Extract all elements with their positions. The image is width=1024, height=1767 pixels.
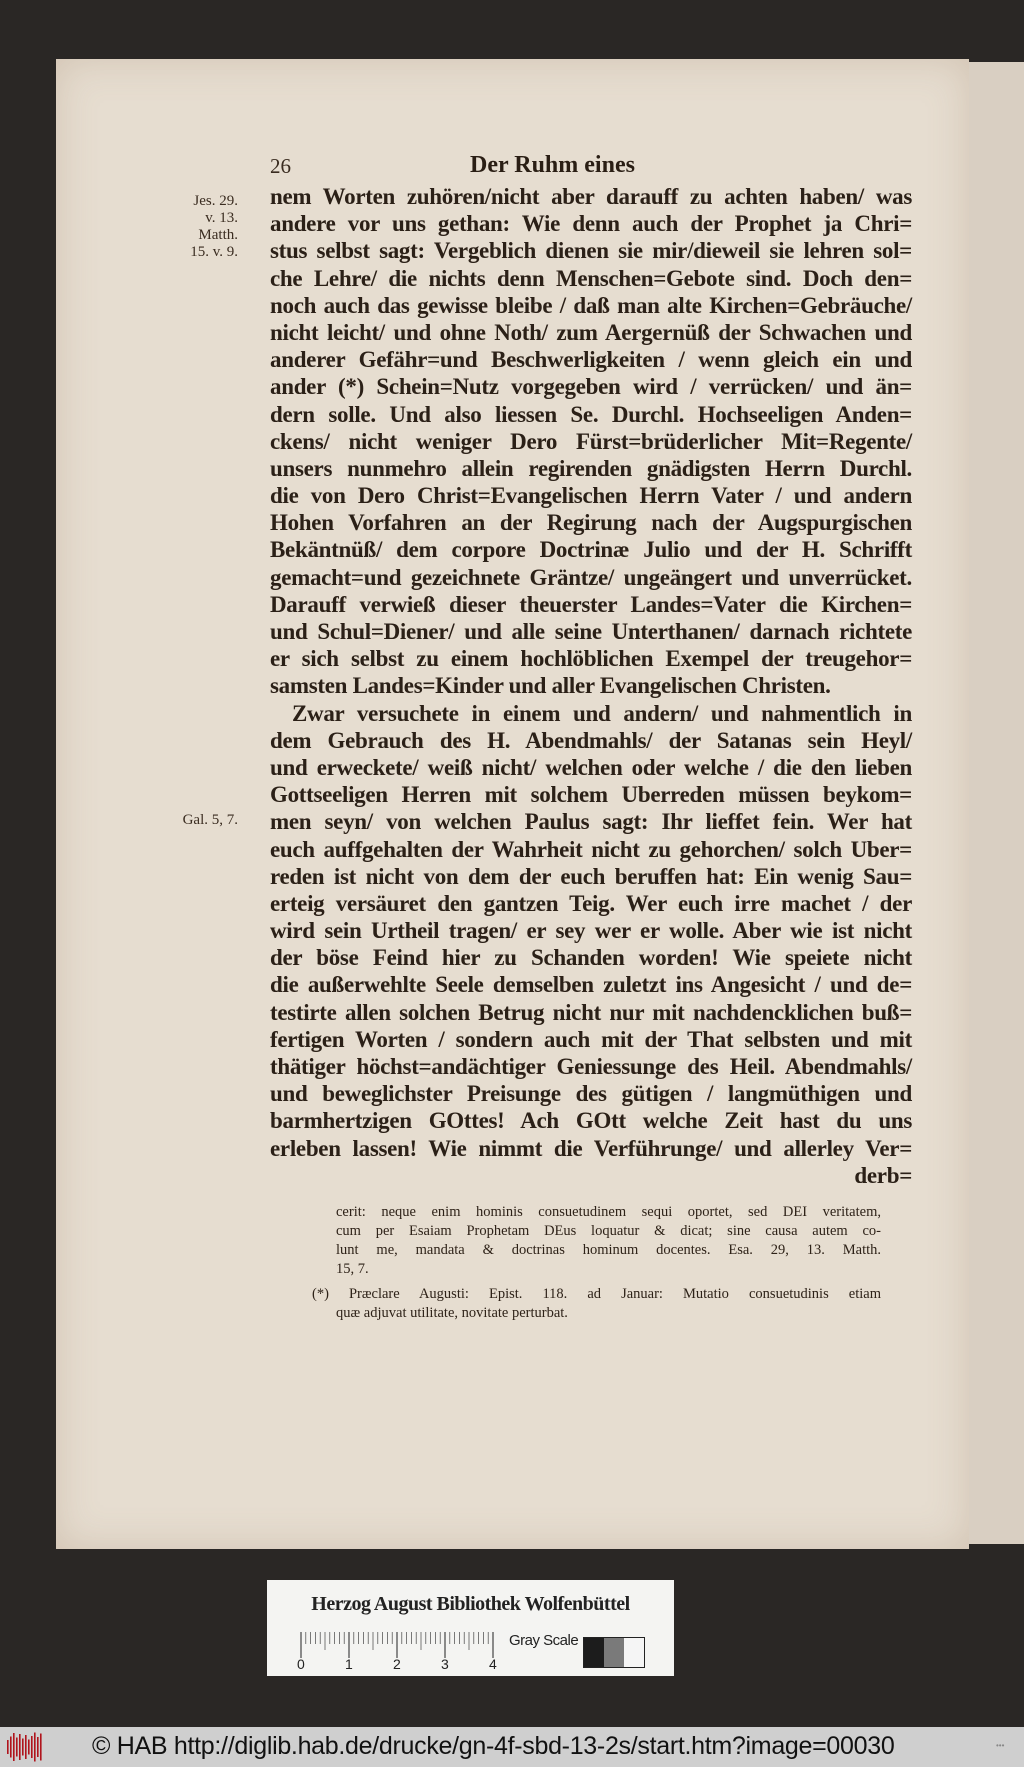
margin-reference-jes [146, 193, 238, 261]
margin-line: Jes. 29. [193, 193, 238, 209]
text-line: und erweckete/ weiß nicht/ welchen oder welche / die den lieben [270, 754, 912, 780]
logo-bar [13, 1733, 15, 1761]
text-line: derb= [854, 1162, 912, 1188]
logo-bar [16, 1738, 18, 1757]
ruler-icon [300, 1630, 495, 1658]
text-line: euch auffgehalten der Wahrheit nicht zu gehorchen/ solch Uber= [270, 836, 912, 862]
next-page-edge [962, 62, 1024, 1544]
logo-bar [7, 1740, 9, 1754]
running-head-title: Der Ruhm eines [470, 152, 635, 178]
text-line: die von Dero Christ=Evangelischen Herrn Vater / und andern [270, 483, 912, 509]
logo-bar [34, 1733, 36, 1762]
text-line: gemacht=und gezeichnete Gräntze/ ungeängert und unverrücket. [270, 564, 912, 590]
footnote-line: 15, 7. [336, 1261, 369, 1277]
text-line: barmhertzigen GOttes! Ach GOtt welche Zeit hast du uns [270, 1108, 912, 1134]
text-line: andere vor uns gethan: Wie denn auch der Prophet ja Chri= [270, 211, 912, 237]
text-line: noch auch das gewisse bleibe / daß man alte Kirchen=Gebräuche/ [270, 292, 912, 318]
footnote-line: cum per Esaiam Prophetam DEus loquatur & dicat; sine causa autem co- [336, 1223, 881, 1239]
text-line: erteig versäuret den gantzen Teig. Wer euch irre machet / der [270, 890, 912, 916]
footer-bar [0, 1727, 1024, 1767]
footnote-line: (*) Præclare Augusti: Epist. 118. ad Januar: Mutatio consuetudinis etiam [312, 1286, 881, 1302]
text-line: ander (*) Schein=Nutz vorgegeben wird / verrücken/ und än= [270, 374, 912, 400]
ruler-number: 2 [393, 1656, 401, 1672]
text-line: dern solle. Und also liessen Se. Durchl. Hochseeligen Anden= [270, 401, 912, 427]
text-line: anderer Gefähr=und Beschwerligkeiten / wenn gleich ein und [270, 347, 912, 373]
library-name: Herzog August Bibliothek Wolfenbüttel [311, 1593, 630, 1615]
logo-bar [19, 1734, 21, 1760]
gray-swatch-mid [604, 1638, 624, 1667]
text-line: nem Worten zuhören/nicht aber darauff zu achten haben/ was [270, 184, 912, 209]
text-line: Gottseeligen Herren mit solchem Uberreden müssen beykom= [270, 782, 912, 808]
library-scale-label [267, 1580, 674, 1676]
gray-scale-swatch [583, 1637, 645, 1668]
text-line: dem Gebrauch des H. Abendmahls/ der Satanas sein Heyl/ [270, 727, 912, 753]
text-line: wird sein Urtheil tragen/ er sey wer er wolle. Aber wie ist nicht [270, 918, 912, 944]
ruler-numbers [297, 1656, 497, 1672]
text-line: der böse Feind hier zu Schanden worden! Wie speiete nicht [270, 945, 912, 971]
text-line: che Lehre/ die nichts denn Menschen=Gebote sind. Doch den= [270, 265, 912, 291]
text-line: samsten Landes=Kinder und aller Evangelischen Christen. [270, 673, 831, 699]
ruler-number: 3 [441, 1656, 449, 1672]
ruler-number: 0 [297, 1656, 305, 1672]
text-line: nicht leicht/ und ohne Noth/ zum Aergernüß der Schwachen und [270, 319, 912, 345]
text-line: und beweglichster Preisunge des gütigen / langmüthigen und [270, 1081, 912, 1107]
text-line: testirte allen solchen Betrug nicht nur mit nachdencklichen buß= [270, 999, 912, 1025]
text-line: Bekäntnüß/ dem corpore Doctrinæ Julio und der H. Schrifft [270, 537, 912, 563]
body-text [270, 183, 912, 1189]
logo-bar [10, 1737, 12, 1758]
footer-dots: ••• [996, 1741, 1005, 1750]
text-line: stus selbst sagt: Vergeblich dienen sie mir/dieweil sie lehren sol= [270, 238, 912, 264]
logo-bar [25, 1735, 27, 1759]
text-line: Zwar versuchete in einem und andern/ und nahmentlich in [292, 700, 912, 726]
footer-url[interactable]: © HAB http://diglib.hab.de/drucke/gn-4f-sbd-13-2s/start.htm?image=00030 [92, 1732, 895, 1760]
text-line: erleben lassen! Wie nimmt die Verführunge/ und allerley Ver= [270, 1135, 912, 1161]
ruler-number: 4 [489, 1656, 497, 1672]
logo-bar [31, 1736, 33, 1758]
footnote-line: cerit: neque enim hominis consuetudinem sequi oportet, sed DEI veritatem, [336, 1204, 881, 1220]
logo-bar [40, 1734, 42, 1761]
gray-swatch-light [624, 1638, 644, 1667]
hab-logo-icon [6, 1731, 46, 1763]
book-page [56, 59, 969, 1549]
text-line: fertigen Worten / sondern auch mit der That selbsten und mit [270, 1026, 912, 1052]
margin-reference-gal: Gal. 5, 7. [182, 812, 238, 828]
logo-bar [37, 1737, 39, 1757]
margin-line: v. 13. [205, 210, 238, 226]
text-line: ckens/ nicht weniger Dero Fürst=brüderlicher Mit=Regente/ [270, 428, 912, 454]
text-line: die außerwehlte Seele demselben zuletzt ins Angesicht / und de= [270, 972, 912, 998]
margin-line: 15. v. 9. [190, 244, 238, 260]
ruler-number: 1 [345, 1656, 353, 1672]
logo-bar [28, 1740, 30, 1755]
text-line: er sich selbst zu einem hochlöblichen Exempel der treugehor= [270, 646, 912, 672]
text-line: und Schul=Diener/ und alle seine Unterthanen/ darnach richtete [270, 619, 912, 644]
running-head [56, 154, 969, 184]
text-line: men seyn/ von welchen Paulus sagt: Ihr lieffet fein. Wer hat [270, 809, 912, 835]
gray-scale-label: Gray Scale [509, 1632, 579, 1649]
text-line: Darauff verwieß dieser theuerster Landes=Vater die Kirchen= [270, 591, 912, 617]
gray-swatch-dark [584, 1638, 604, 1667]
margin-line: Matth. [198, 227, 238, 243]
footnote-line: lunt me, mandata & doctrinas hominum docentes. Esa. 29, 13. Matth. [336, 1242, 881, 1258]
text-line: unsers nunmehro allein regirenden gnädigsten Herrn Durchl. [270, 455, 912, 481]
footnotes [312, 1203, 881, 1323]
text-line: thätiger höchst=andächtiger Geniessunge des Heil. Abendmahls/ [270, 1054, 912, 1079]
text-line: Hohen Vorfahren an der Regirung nach der Augspurgischen [270, 510, 912, 536]
text-line: reden ist nicht von dem der euch beruffen hat: Ein wenig Sau= [270, 863, 912, 889]
page-number: 26 [270, 154, 291, 178]
footnote-line: quæ adjuvat utilitate, novitate perturbat. [336, 1305, 568, 1321]
logo-bar [22, 1739, 24, 1756]
